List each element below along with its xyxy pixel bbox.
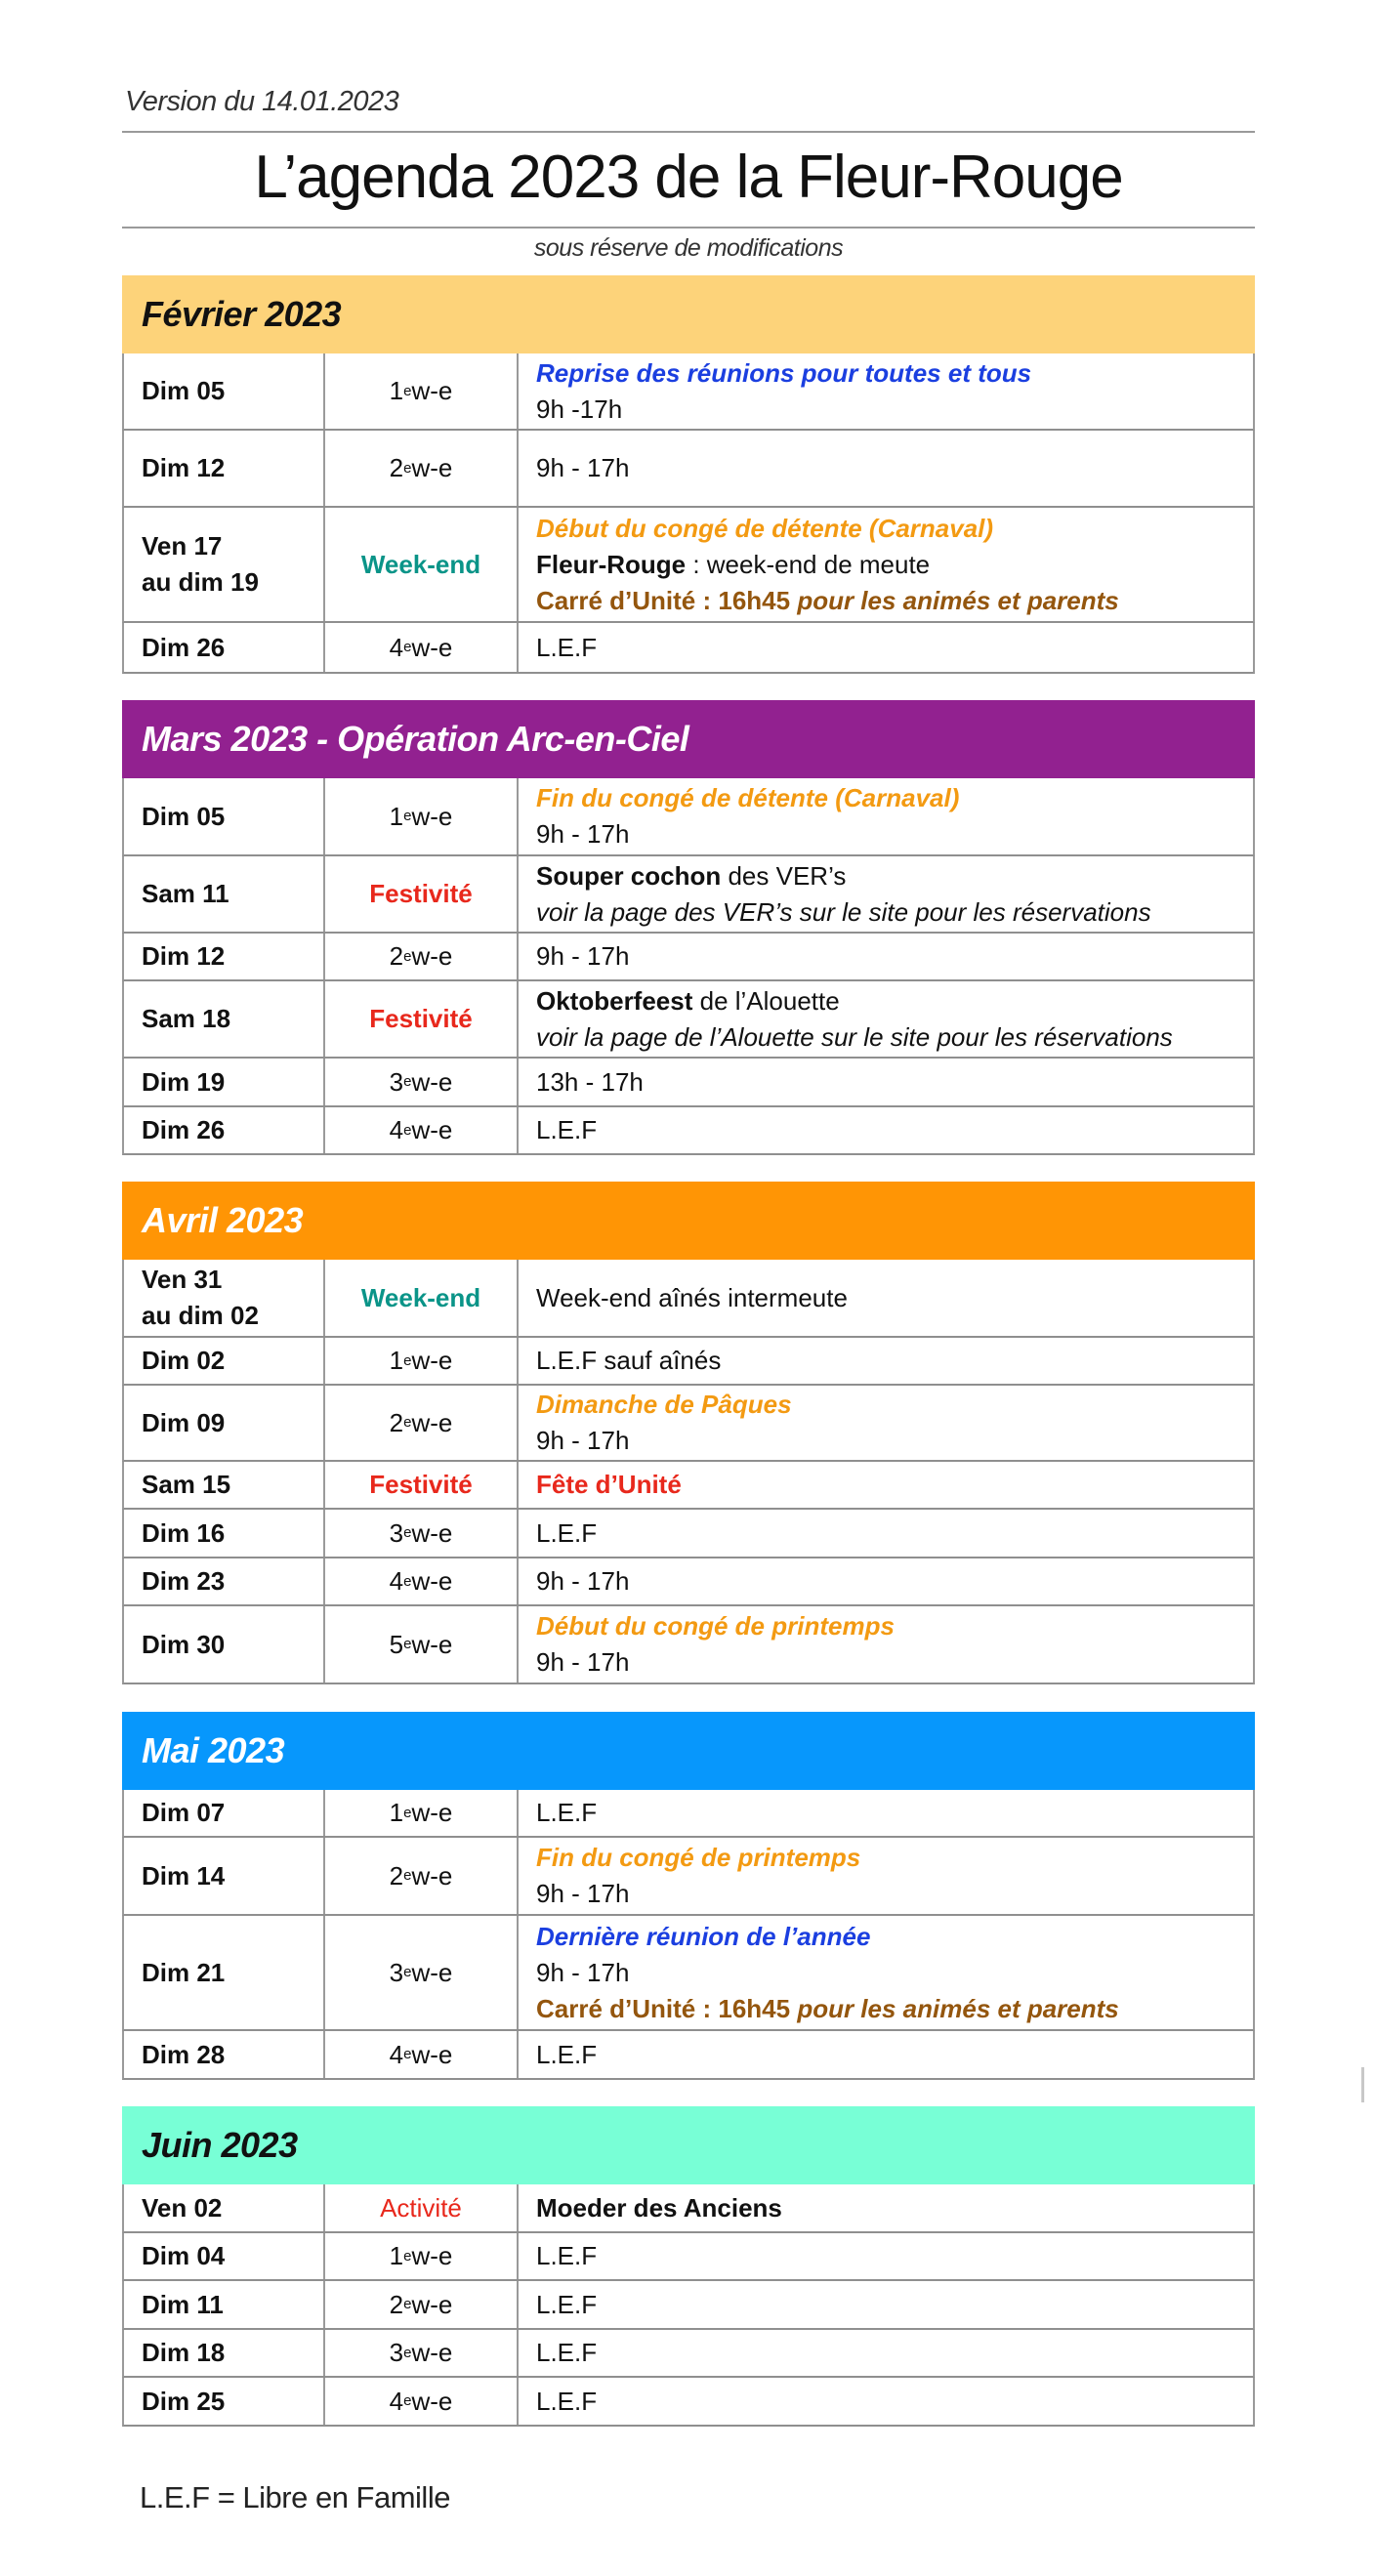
event-highlight: Souper cochon	[536, 860, 722, 891]
table-row	[122, 981, 1255, 1059]
event-line	[536, 2238, 1253, 2274]
event-text: Week-end aînés intermeute	[536, 1282, 848, 1312]
month-juin	[122, 2106, 1255, 2427]
date-text: Sam 11	[142, 879, 229, 908]
date-text: Dim 28	[142, 2039, 226, 2069]
date-text: Dim 19	[142, 1066, 226, 1097]
week-number: 3	[389, 1066, 404, 1097]
event-text: 9h - 17h	[536, 1879, 630, 1908]
date-cell	[124, 856, 325, 932]
date-text: Dim 21	[142, 1957, 226, 1987]
date-cell	[124, 1606, 325, 1683]
event-text: voir la page des VER’s sur le site pour les réservations	[536, 896, 1151, 927]
date-text: Dim 05	[142, 376, 226, 405]
date-cell	[124, 1790, 325, 1836]
event-line	[536, 2287, 1253, 2323]
table-row	[122, 508, 1255, 623]
event-cell	[519, 1916, 1253, 2029]
event-line	[536, 511, 1253, 547]
event-cell	[519, 1510, 1253, 1557]
table-row	[122, 1462, 1255, 1510]
date-cell	[124, 2281, 325, 2328]
event-line	[536, 1112, 1253, 1148]
table-row	[122, 1838, 1255, 1916]
event-text: 9h - 17h	[536, 1957, 630, 1987]
event-line	[536, 1919, 1253, 1955]
event-text: Dernière réunion de l’année	[536, 1921, 871, 1951]
event-line	[536, 1019, 1253, 1056]
week-cell	[325, 1260, 519, 1336]
date-cell	[124, 1386, 325, 1460]
event-line	[536, 630, 1253, 666]
event-cell	[519, 1462, 1253, 1508]
date-text: Dim 26	[142, 632, 226, 662]
event-cell	[519, 1260, 1253, 1336]
week-cell: 1 e w-e	[325, 778, 519, 854]
table-row	[122, 2281, 1255, 2330]
week-cell: 4 e w-e	[325, 1558, 519, 1604]
week-number: 2	[389, 941, 404, 971]
date-cell	[124, 2330, 325, 2376]
week-suffix: w-e	[411, 2241, 453, 2270]
table-row	[122, 1790, 1255, 1838]
month-header: Mai 2023	[122, 1712, 1255, 1790]
table-row	[122, 2184, 1255, 2233]
week-suffix: w-e	[411, 2338, 453, 2367]
week-suffix: w-e	[411, 376, 453, 405]
date-cell	[124, 353, 325, 429]
week-type-label: Activité	[380, 2192, 462, 2223]
week-number: 4	[389, 1566, 404, 1596]
week-cell: 2 e w-e	[325, 1386, 519, 1460]
week-suffix: w-e	[411, 1957, 453, 1987]
event-text: L.E.F	[536, 2289, 598, 2319]
date-cell	[124, 2233, 325, 2279]
event-line	[536, 1840, 1253, 1876]
week-number: 3	[389, 2338, 404, 2367]
week-cell	[325, 2184, 519, 2231]
event-cell	[519, 508, 1253, 621]
event-cell	[519, 2031, 1253, 2078]
event-highlight: Fleur-Rouge	[536, 549, 687, 579]
event-line	[536, 858, 1253, 894]
week-suffix: w-e	[411, 941, 453, 971]
event-text: L.E.F	[536, 1115, 598, 1144]
event-line	[536, 583, 1253, 619]
table-row	[122, 778, 1255, 856]
date-cell	[124, 778, 325, 854]
event-text: 9h - 17h	[536, 1426, 630, 1455]
event-cell	[519, 856, 1253, 932]
event-text: 9h - 17h	[536, 1566, 630, 1596]
date-text: Ven 31	[142, 1265, 223, 1294]
week-suffix: w-e	[411, 1860, 453, 1890]
week-number: 1	[389, 1346, 404, 1375]
week-type-label: Week-end	[360, 549, 481, 579]
week-suffix: w-e	[411, 1629, 453, 1659]
event-text: : week-end de meute	[686, 549, 931, 579]
week-number: 1	[389, 2241, 404, 2270]
date-text: Dim 18	[142, 2338, 226, 2367]
week-cell: 4 e w-e	[325, 1107, 519, 1153]
date-text: Dim 12	[142, 453, 226, 482]
event-line	[536, 1343, 1253, 1379]
week-suffix: w-e	[411, 1407, 453, 1437]
event-line	[536, 816, 1253, 852]
table-row	[122, 1386, 1255, 1462]
table-row	[122, 431, 1255, 508]
event-text: des VER’s	[721, 860, 847, 891]
week-type-label: Festivité	[369, 1470, 473, 1499]
week-suffix: w-e	[411, 1346, 453, 1375]
date-cell	[124, 1558, 325, 1604]
date-text: Dim 23	[142, 1566, 226, 1596]
event-text: de l’Alouette	[692, 985, 840, 1016]
title-divider	[122, 227, 1255, 229]
week-suffix: w-e	[411, 632, 453, 662]
week-cell: 3 e w-e	[325, 1916, 519, 2029]
table-row	[122, 2330, 1255, 2378]
week-number: 2	[389, 1860, 404, 1890]
date-cell	[124, 1059, 325, 1105]
table-row	[122, 934, 1255, 981]
event-text: L.E.F	[536, 632, 598, 662]
week-type-label: Festivité	[369, 1004, 473, 1033]
event-line	[536, 2190, 1253, 2226]
version-label: Version du 14.01.2023	[125, 86, 399, 117]
event-line	[536, 1423, 1253, 1459]
week-cell: 1 e w-e	[325, 353, 519, 429]
event-line	[536, 983, 1253, 1019]
top-divider	[122, 131, 1255, 133]
event-cell	[519, 1606, 1253, 1683]
week-number: 1	[389, 376, 404, 405]
event-text: Fête d’Unité	[536, 1470, 682, 1499]
month-header: Mars 2023 - Opération Arc-en-Ciel	[122, 700, 1255, 778]
event-cell	[519, 2378, 1253, 2425]
event-cell	[519, 1386, 1253, 1460]
week-number: 1	[389, 1798, 404, 1827]
week-number: 4	[389, 632, 404, 662]
subtitle: sous réserve de modifications	[533, 234, 844, 262]
week-suffix: w-e	[411, 1066, 453, 1097]
event-text: L.E.F	[536, 2039, 598, 2069]
month-fevrier	[122, 275, 1255, 674]
week-suffix: w-e	[411, 1517, 453, 1548]
date-text: Sam 18	[142, 1004, 231, 1033]
month-header: Avril 2023	[122, 1182, 1255, 1260]
date-cell	[124, 508, 325, 621]
table-row	[122, 2378, 1255, 2427]
week-suffix: w-e	[411, 1798, 453, 1827]
event-line	[536, 780, 1253, 816]
event-line	[536, 392, 1253, 428]
carre-unite-note: pour les animés et parents	[790, 585, 1119, 615]
event-cell	[519, 2281, 1253, 2328]
event-line	[536, 894, 1253, 931]
event-line	[536, 1876, 1253, 1912]
week-number: 2	[389, 1407, 404, 1437]
date-text: Dim 12	[142, 941, 226, 971]
date-text: Dim 05	[142, 801, 226, 831]
week-suffix: w-e	[411, 1115, 453, 1144]
week-cell: 5 e w-e	[325, 1606, 519, 1683]
date-text: Dim 25	[142, 2386, 226, 2416]
date-cell	[124, 1338, 325, 1384]
week-cell: 4 e w-e	[325, 2378, 519, 2425]
event-text: L.E.F	[536, 2386, 598, 2416]
event-cell	[519, 353, 1253, 429]
month-header: Février 2023	[122, 275, 1255, 353]
week-suffix: w-e	[411, 2039, 453, 2069]
event-text: L.E.F sauf aînés	[536, 1346, 722, 1375]
date-cell	[124, 1107, 325, 1153]
table-row	[122, 1260, 1255, 1338]
week-cell	[325, 981, 519, 1057]
date-cell	[124, 1838, 325, 1914]
week-number: 3	[389, 1957, 404, 1987]
table-row	[122, 1338, 1255, 1386]
table-row	[122, 1107, 1255, 1155]
event-cell	[519, 623, 1253, 672]
event-text: Début du congé de printemps	[536, 1611, 895, 1641]
table-row	[122, 856, 1255, 934]
event-line	[536, 1467, 1253, 1503]
event-text: Début du congé de détente (Carnaval)	[536, 513, 994, 543]
date-text: Sam 15	[142, 1470, 231, 1499]
event-cell	[519, 2330, 1253, 2376]
event-line	[536, 1064, 1253, 1101]
week-cell: 2 e w-e	[325, 934, 519, 979]
date-text: Dim 04	[142, 2241, 226, 2270]
event-line	[536, 1563, 1253, 1600]
date-text: Dim 09	[142, 1407, 226, 1437]
event-line	[536, 1991, 1253, 2027]
date-cell	[124, 2031, 325, 2078]
date-text: Ven 02	[142, 2192, 223, 2223]
event-line	[536, 2335, 1253, 2371]
edge-mark	[1361, 2067, 1364, 2102]
carre-unite-label: Carré d’Unité : 16h45	[536, 1993, 791, 2023]
date-cell	[124, 1916, 325, 2029]
table-row	[122, 1916, 1255, 2031]
week-number: 2	[389, 453, 404, 482]
event-cell	[519, 431, 1253, 506]
date-text: Dim 16	[142, 1517, 226, 1548]
week-cell: 1 e w-e	[325, 1338, 519, 1384]
date-text: Dim 11	[142, 2289, 224, 2319]
table-row	[122, 1510, 1255, 1558]
event-line	[536, 1644, 1253, 1681]
date-text: Dim 30	[142, 1629, 226, 1659]
week-cell: 3 e w-e	[325, 1510, 519, 1557]
event-cell	[519, 1059, 1253, 1105]
week-number: 4	[389, 2386, 404, 2416]
date-text: Dim 14	[142, 1860, 226, 1890]
event-cell	[519, 2184, 1253, 2231]
event-cell	[519, 1558, 1253, 1604]
week-number: 4	[389, 2039, 404, 2069]
event-line	[536, 1387, 1253, 1423]
table-row	[122, 1606, 1255, 1684]
event-text: Dimanche de Pâques	[536, 1390, 792, 1419]
event-text: L.E.F	[536, 1517, 598, 1548]
date-cell	[124, 2184, 325, 2231]
event-text: voir la page de l’Alouette sur le site pour les réservations	[536, 1021, 1173, 1052]
week-suffix: w-e	[411, 2289, 453, 2319]
carre-unite-label: Carré d’Unité : 16h45	[536, 585, 791, 615]
event-cell	[519, 981, 1253, 1057]
month-avril	[122, 1182, 1255, 1684]
event-line	[536, 355, 1253, 392]
week-suffix: w-e	[411, 453, 453, 482]
week-suffix: w-e	[411, 1566, 453, 1596]
event-cell	[519, 1107, 1253, 1153]
date-cell	[124, 623, 325, 672]
week-cell	[325, 1462, 519, 1508]
week-cell: 4 e w-e	[325, 623, 519, 672]
event-cell	[519, 1838, 1253, 1914]
week-cell: 2 e w-e	[325, 431, 519, 506]
week-cell: 1 e w-e	[325, 1790, 519, 1836]
event-line	[536, 1955, 1253, 1991]
event-cell	[519, 778, 1253, 854]
legend-note: L.E.F = Libre en Famille	[140, 2480, 450, 2514]
week-cell: 1 e w-e	[325, 2233, 519, 2279]
table-row	[122, 353, 1255, 431]
event-line	[536, 938, 1253, 975]
table-row	[122, 1558, 1255, 1606]
event-line	[536, 2037, 1253, 2073]
week-cell: 2 e w-e	[325, 2281, 519, 2328]
event-text: 9h - 17h	[536, 453, 630, 482]
event-cell	[519, 1790, 1253, 1836]
table-row	[122, 1059, 1255, 1107]
week-cell: 2 e w-e	[325, 1838, 519, 1914]
event-line	[536, 1280, 1253, 1316]
date-cell	[124, 1462, 325, 1508]
event-cell	[519, 1338, 1253, 1384]
week-number: 1	[389, 801, 404, 831]
week-cell: 4 e w-e	[325, 2031, 519, 2078]
date-cell	[124, 1260, 325, 1336]
date-text: Dim 07	[142, 1798, 226, 1827]
event-line	[536, 1608, 1253, 1644]
month-mars	[122, 700, 1255, 1155]
week-suffix: w-e	[411, 2386, 453, 2416]
date-text: Dim 02	[142, 1346, 226, 1375]
event-line	[536, 547, 1253, 583]
event-text: 13h - 17h	[536, 1066, 644, 1097]
week-cell: 3 e w-e	[325, 2330, 519, 2376]
date-cell	[124, 1510, 325, 1557]
event-text: L.E.F	[536, 2338, 598, 2367]
week-type-label: Week-end	[360, 1282, 481, 1312]
month-mai	[122, 1712, 1255, 2080]
week-number: 3	[389, 1517, 404, 1548]
event-text: 9h -17h	[536, 394, 623, 424]
event-line	[536, 450, 1253, 486]
event-cell	[519, 934, 1253, 979]
week-cell	[325, 856, 519, 932]
event-text: 9h - 17h	[536, 819, 630, 849]
date-cell	[124, 2378, 325, 2425]
event-highlight: Moeder des Anciens	[536, 2192, 782, 2223]
event-text: Fin du congé de détente (Carnaval)	[536, 783, 960, 812]
date-text: Ven 17	[142, 531, 223, 561]
table-row	[122, 623, 1255, 674]
date-text: au dim 02	[142, 1301, 259, 1330]
event-text: Reprise des réunions pour toutes et tous	[536, 357, 1032, 388]
table-row	[122, 2233, 1255, 2281]
week-cell: 3 e w-e	[325, 1059, 519, 1105]
page-title: L’agenda 2023 de la Fleur-Rouge	[254, 144, 1123, 211]
week-number: 5	[389, 1629, 404, 1659]
event-text: 9h - 17h	[536, 941, 630, 971]
date-cell	[124, 934, 325, 979]
date-cell	[124, 431, 325, 506]
event-text: L.E.F	[536, 2241, 598, 2270]
table-row	[122, 2031, 1255, 2080]
event-text: 9h - 17h	[536, 1647, 630, 1677]
date-text: Dim 26	[142, 1115, 226, 1144]
week-number: 4	[389, 1115, 404, 1144]
event-text: L.E.F	[536, 1798, 598, 1827]
month-header: Juin 2023	[122, 2106, 1255, 2184]
date-text: au dim 19	[142, 567, 259, 597]
carre-unite-note: pour les animés et parents	[790, 1993, 1119, 2023]
event-line	[536, 1795, 1253, 1831]
date-cell	[124, 981, 325, 1057]
week-cell	[325, 508, 519, 621]
event-line	[536, 2384, 1253, 2420]
event-line	[536, 1516, 1253, 1552]
event-cell	[519, 2233, 1253, 2279]
event-text: Fin du congé de printemps	[536, 1843, 861, 1872]
week-number: 2	[389, 2289, 404, 2319]
event-highlight: Oktoberfeest	[536, 985, 693, 1016]
week-type-label: Festivité	[369, 879, 473, 908]
week-suffix: w-e	[411, 801, 453, 831]
